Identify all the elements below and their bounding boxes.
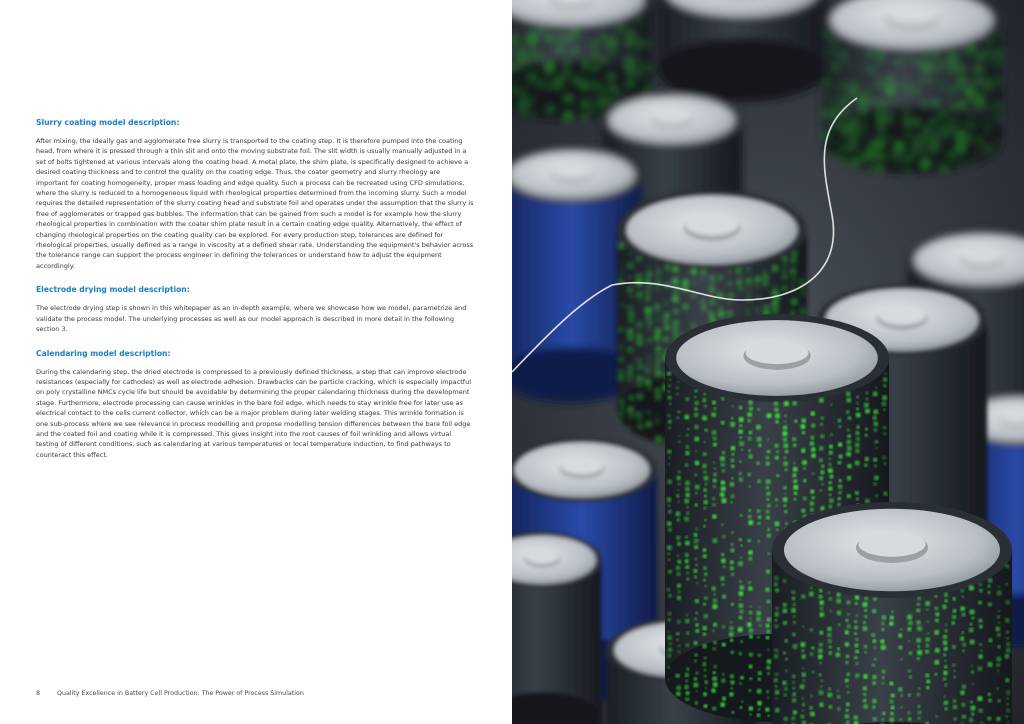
battery-cell: [822, 0, 1002, 174]
battery-photo: [512, 0, 1024, 724]
section-electrode-drying: [36, 285, 474, 334]
page-number: 8: [36, 690, 41, 697]
section-paragraph: During the calendaring step, the dried electrode is compressed to a previously defined thickness, a step that can improve electrode resistances (especially for cathodes) as well as electrode adhesion. Drawbacks can be particle cracking, which is especially impactful on poly crystalline NMCs cycle life but should be avoidable by determining the proper calendaring thickness during the development stage. Furthermore, electrode processing can cause wrinkles in the bare foil edge, which needs to stay wrinkle free for later use as electrical contact to the cells current collector, which can be a major problem during later welding stages. This wrinkle formation is one sub-process where we see relevance in process modelling and propose modelling tension differences between the bare foil edge and the coated foil and coating while it is compressed. This gives insight into the root causes of foil wrinkling and allows virtual testing of different conditions, such as calendaring at various temperatures or local temperature induction, to find pathways to counteract this effect.: [36, 367, 472, 459]
section-slurry-coating: [36, 118, 474, 271]
article-content: [36, 118, 474, 474]
footer-title: Quality Excellence in Battery Cell Production: The Power of Process Simulation: [57, 690, 304, 697]
section-paragraph: The electrode drying step is shown in this whitepaper as an in-depth example, where we showcase how we model, parametrize and validate the process model. The underlying processes as well as our model approach is described in more detail in the following section 3.: [36, 304, 467, 334]
battery-cell: [657, 0, 827, 102]
page-footer: [36, 690, 304, 697]
battery-cell: [772, 502, 1012, 724]
section-heading: Electrode drying model description:: [36, 285, 190, 295]
section-paragraph: After mixing, the ideally gas and agglomerate free slurry is transported to the coating step. It is therefore pumped into the coating head, from where it is pressed through a thin slit and onto the moving substrate foil. The slit width is usually manually adjusted in a set of bolts tightened at various intervals along the coating head. A metal plate, the shim plate, is specifically designed to achieve a desired coating thickness and to control the quality on the coating edge. Thus, the coater geometry and slurry rheology are important for coating homogeneity, proper mass loading and edge quality. Such a process can be recreated using CFD simulations, where the slurry is reduced to a homogeneous liquid with rheological properties determined from the incoming slurry. Such a model requires the detailed representation of the slurry coating head and substrate foil and operates under the assumption that the slurry is free of agglomerates or trapped gas bubbles. The information that can be gained from such a model is for example how the slurry rheological properties in combination with the coater shim plate result in a certain coating edge quality. Alternatively, the effect of changing rheological properties on the coating quality can be explored. For every production step, tolerances are defined for rheological properties, usually defined as a range in viscosity at a defined shear rate. Understanding the equipment's behavior across the tolerance range can support the process engineer in defining the tolerances or understand how to adjust the equipment accordingly.: [36, 137, 474, 270]
battery-cell: [512, 532, 602, 724]
battery-illustration: [512, 0, 1024, 724]
section-heading: Slurry coating model description:: [36, 118, 180, 127]
section-calendaring: [36, 349, 474, 461]
section-heading: Calendaring model description:: [36, 348, 171, 358]
